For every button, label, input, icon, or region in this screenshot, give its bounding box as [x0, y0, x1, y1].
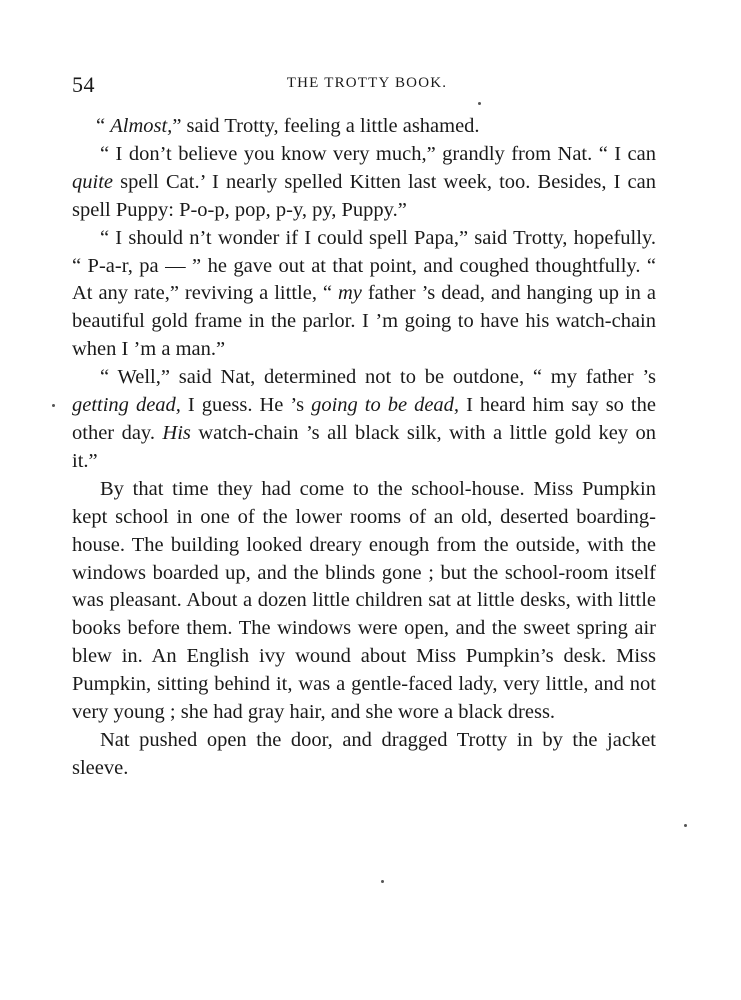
- paper-speck: [52, 404, 55, 407]
- italic-text: His: [162, 421, 191, 444]
- text-run: I guess. He ’s: [180, 394, 312, 417]
- page-number: 54: [72, 72, 95, 97]
- paragraph: [72, 364, 656, 476]
- paragraph: [72, 225, 656, 365]
- text-run: I heard him say so the other day.: [72, 394, 656, 444]
- running-head: THE TROTTY BOOK.: [286, 75, 448, 91]
- paper-speck: [381, 880, 384, 883]
- italic-text: my: [337, 282, 362, 305]
- text-run: Nat pushed open the door, and dragged Trotty in by the jacket sleeve.: [72, 728, 656, 779]
- text-run: watch-chain ’s all black silk, with a little gold key on it.”: [72, 421, 656, 472]
- paragraph: [72, 727, 656, 783]
- paper-speck: [684, 824, 687, 827]
- text-run: By that time they had come to the school-house. Miss Pumpkin kept school in one of the lower rooms of an old, deserted boarding-house. The building looked dreary enough from the outside, with the windows boarded up, and the blinds gone ; but the school-room itself was pleasant. About a dozen little children sat at little desks, with little books before them. The windows were open, and the sweet spring air blew in. An English ivy wound about Miss Pumpkin’s desk. Miss Pumpkin, sitting behind it, was a gentle-faced lady, very little, and not very young ; she had gray hair, and she wore a black dress.: [72, 477, 656, 724]
- text-run: ” said Trotty, feeling a little ashamed.: [172, 115, 480, 137]
- text-run: spell Cat.’ I nearly spelled Kitten last week, too. Besides, I can spell Puppy: P-o-p, pop, p-y, py, Puppy.”: [72, 170, 656, 221]
- paper-speck: [478, 102, 481, 105]
- paragraph: [72, 476, 656, 727]
- italic-text: Almost,: [110, 115, 173, 137]
- italic-text: quite: [72, 170, 113, 193]
- text-run: “ I don’t believe you know very much,” grandly from Nat. “ I can: [100, 142, 656, 165]
- body-text: [72, 113, 656, 783]
- text-run: “ I should n’t wonder if I could spell Papa,” said Trotty, hopefully. “ P-a-r, pa — ” he gave out at that point, and coughed thoughtfully. “ At any rate,” reviving a little, “: [72, 226, 656, 305]
- text-run: father ’s dead, and hanging up in a beautiful gold frame in the parlor. I ’m going to have his watch-chain when I ’m a man.”: [72, 282, 656, 361]
- italic-text: getting dead,: [72, 394, 181, 417]
- paragraph: [72, 141, 656, 225]
- page-header: [72, 72, 662, 102]
- text-run: “: [96, 115, 111, 137]
- paragraph: [72, 113, 656, 141]
- italic-text: going to be dead,: [311, 394, 460, 417]
- text-run: “ Well,” said Nat, determined not to be outdone, “ my father ’s: [100, 366, 656, 389]
